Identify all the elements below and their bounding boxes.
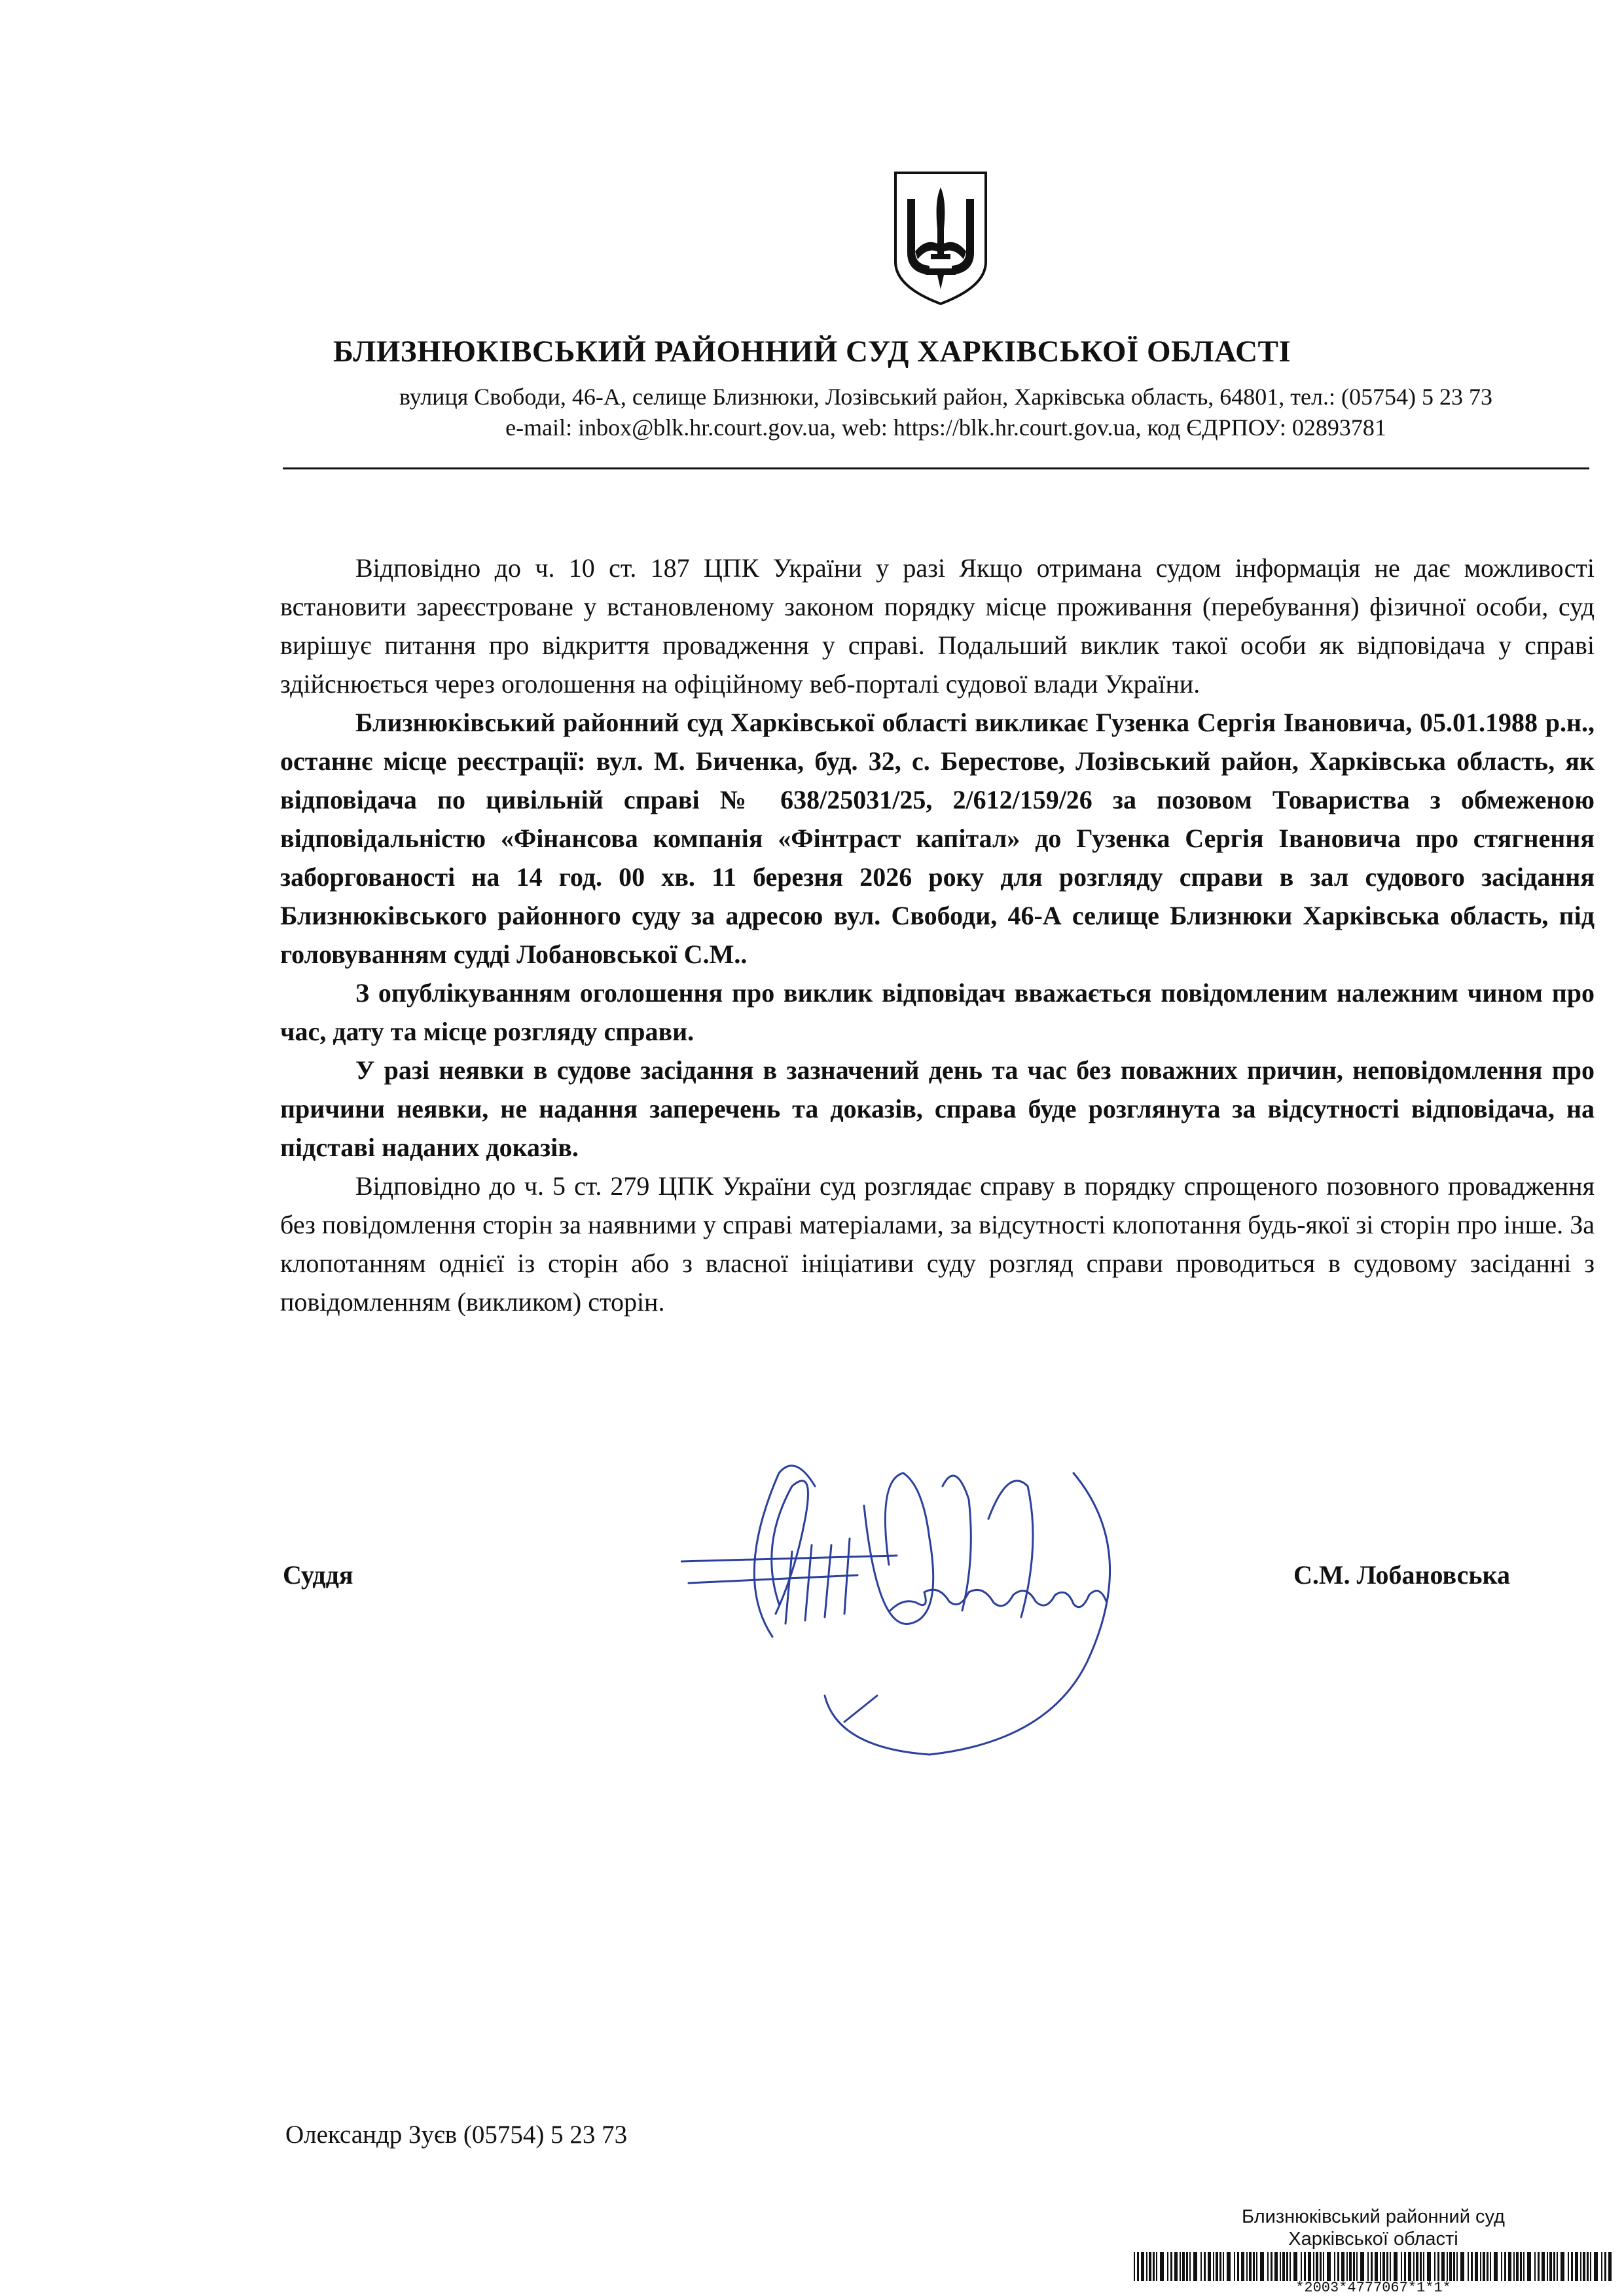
paragraph-simplified-procedure: Відповідно до ч. 5 ст. 279 ЦПК України суд розглядає справу в порядку спрощеного позовного провадження без повідомлення сторін за наявними у справі матеріалами, за відсутності клопотання будь-якої зі сторін про інше. За клопотанням однієї із сторін або з власної ініціативи суду розгляд справи проводиться в судовому засіданні з повідомленням (викликом) сторін. [280, 1171, 1595, 1317]
trident-coat-of-arms-icon [892, 170, 990, 306]
paragraph-summons: Близнюківський районний суд Харківської області викликає Гузенка Сергія Івановича, 05.01.1988 р.н., останнє місце реєстрації: вул. М. Биченка, буд. 32, с. Берестове, Лозівський район, Харківська область, як відповідача по цивільній справі № 638/25031/25, 2/612/159/26 за позовом Товариства з обмеженою відповідальністю «Фінансова компанія «Фінтраст капітал» до Гузенка Сергія Івановича про стягнення заборгованості на 14 год. 00 хв. 11 березня 2026 року для розгляду справи в зал судового засідання Близнюківського районного суду за адресою вул. Свободи, 46-А селище Близнюки Харківська область, під головуванням судді Лобановської С.М.. [280, 708, 1595, 969]
court-name: БЛИЗНЮКІВСЬКИЙ РАЙОННИЙ СУД ХАРКІВСЬКОЇ ОБЛАСТІ [333, 335, 1291, 369]
notice-body [280, 549, 1595, 1321]
paragraph-legal-basis: Відповідно до ч. 10 ст. 187 ЦПК України у разі Якщо отримана судом інформація не дає можливості встановити зареєстроване у встановленому законом порядку місце проживання (перебування) фізичної особи, суд вирішує питання про відкриття провадження у справі. Подальший виклик такої особи як відповідача у справі здійснюється через оголошення на офіційному веб-порталі судової влади України. [280, 553, 1595, 699]
court-contacts: e-mail: inbox@blk.hr.court.gov.ua, web: https://blk.hr.court.gov.ua, код ЄДРПОУ: 02893781 [505, 414, 1386, 441]
barcode [1131, 2252, 1615, 2281]
header-divider [283, 467, 1589, 469]
paragraph-notification: З опублікуванням оголошення про виклик відповідач вважається повідомленим належним чином про час, дату та місце розгляду справи. [280, 978, 1595, 1046]
registration-stamp [1131, 2206, 1615, 2296]
barcode-number: *2003*4777067*1*1* [1295, 2280, 1451, 2296]
judge-title: Суддя [283, 1560, 353, 1590]
judge-name: С.М. Лобановська [1293, 1560, 1510, 1590]
stamp-region: Харківської області [1288, 2229, 1458, 2250]
executor-contact: Олександр Зуєв (05754) 5 23 73 [285, 2121, 628, 2149]
court-address: вулиця Свободи, 46-А, селище Близнюки, Лозівський район, Харківська область, 64801, тел.: (05754) 5 23 73 [399, 384, 1492, 410]
paragraph-non-appearance: У разі неявки в судове засідання в зазначений день та час без поважних причин, неповідомлення про причини неявки, не надання заперечень та доказів, справа буде розглянута за відсутності відповідача, на підставі наданих доказів. [280, 1055, 1595, 1162]
stamp-court-name: Близнюківський районний суд [1242, 2206, 1505, 2227]
handwritten-signature [681, 1447, 1178, 1787]
